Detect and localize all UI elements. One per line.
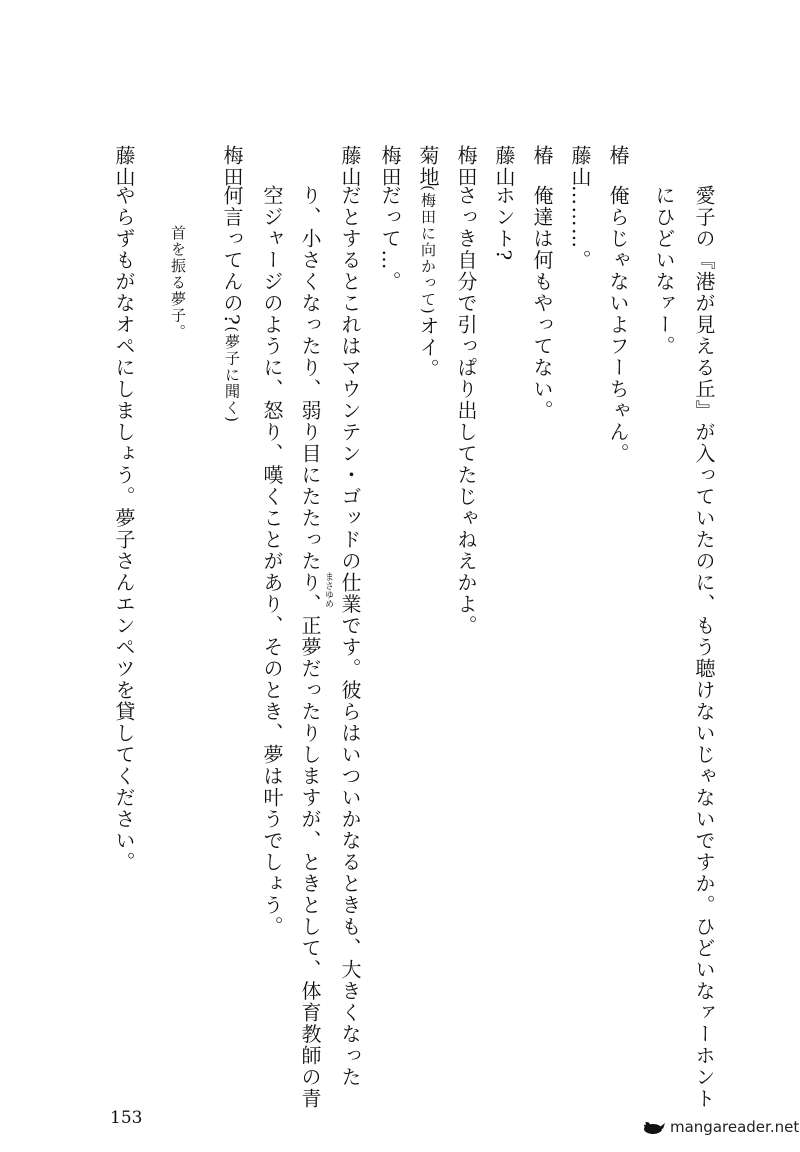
line-text: だとするとこれはマウンテン・ゴッドの仕業です。彼らはいついかなるときも、大きくなった xyxy=(338,185,362,1088)
line-text: やらずもがなオペにしましょう。夢子さんエンペツを貸してください。 xyxy=(112,185,136,873)
watermark-text: mangareader.net xyxy=(670,1118,800,1136)
speaker-name: 藤山 xyxy=(338,145,362,188)
page-number: 153 xyxy=(110,1108,143,1128)
script-line-5 xyxy=(532,145,552,422)
script-line-6 xyxy=(494,145,514,262)
mascot-logo-icon xyxy=(640,1118,666,1136)
stage-direction: (梅田に向かって) xyxy=(419,185,437,316)
line-text: り、小さくなったり、弱り目にたたったり、正夢だったりしますが、ときとして、体育教師の青 xyxy=(298,185,322,1110)
line-text: 何言ってんの? xyxy=(220,185,244,327)
speaker-name: 藤山 xyxy=(568,145,592,188)
speaker-name: 梅田 xyxy=(378,145,402,188)
line-text: 首を振る夢子。 xyxy=(169,225,187,341)
script-line-13 xyxy=(222,145,242,423)
watermark xyxy=(640,1118,799,1136)
script-line-10 xyxy=(340,145,360,1088)
stage-direction: (夢子に聞く) xyxy=(223,326,241,424)
speaker-name: 椿 xyxy=(530,145,554,167)
speaker-name: 梅田 xyxy=(220,145,244,188)
script-line-3 xyxy=(608,145,628,465)
line-text: ホント? xyxy=(492,185,516,262)
line-text: 空ジャージのように、怒り、嘆くことがあり、そのとき、夢は叶うでしょう。 xyxy=(260,185,284,938)
ruby-reading: まさゆめ xyxy=(323,572,333,608)
speaker-name: 菊地 xyxy=(416,145,440,188)
line-text: オイ。 xyxy=(416,315,440,380)
script-line-12 xyxy=(262,185,282,938)
speaker-name: 梅田 xyxy=(454,145,478,188)
line-text: 愛子の『港が見える丘』が入っていたのに、もう聴けないじゃないですか。ひどいなァーホント xyxy=(692,185,716,1110)
line-text: 俺達は何もやってない。 xyxy=(530,185,554,422)
speaker-name: 藤山 xyxy=(112,145,136,188)
script-line-11 xyxy=(300,185,320,1110)
script-line-1 xyxy=(694,185,714,1110)
line-text: だって…。 xyxy=(378,185,402,293)
script-line-2 xyxy=(654,185,674,357)
line-text: さっき自分で引っぱり出してたじゃねえかよ。 xyxy=(454,185,478,637)
stage-direction-line xyxy=(170,225,185,341)
speaker-name: 藤山 xyxy=(492,145,516,188)
script-line-9 xyxy=(380,145,400,293)
speaker-name: 椿 xyxy=(606,145,630,167)
script-line-4 xyxy=(570,145,590,271)
script-line-15 xyxy=(114,145,134,873)
line-text: にひどいなァー。 xyxy=(652,185,676,357)
line-text: 俺らじゃないよフーちゃん。 xyxy=(606,185,630,465)
script-line-7 xyxy=(456,145,476,637)
script-line-8 xyxy=(418,145,438,380)
line-text: ………。 xyxy=(568,185,592,271)
